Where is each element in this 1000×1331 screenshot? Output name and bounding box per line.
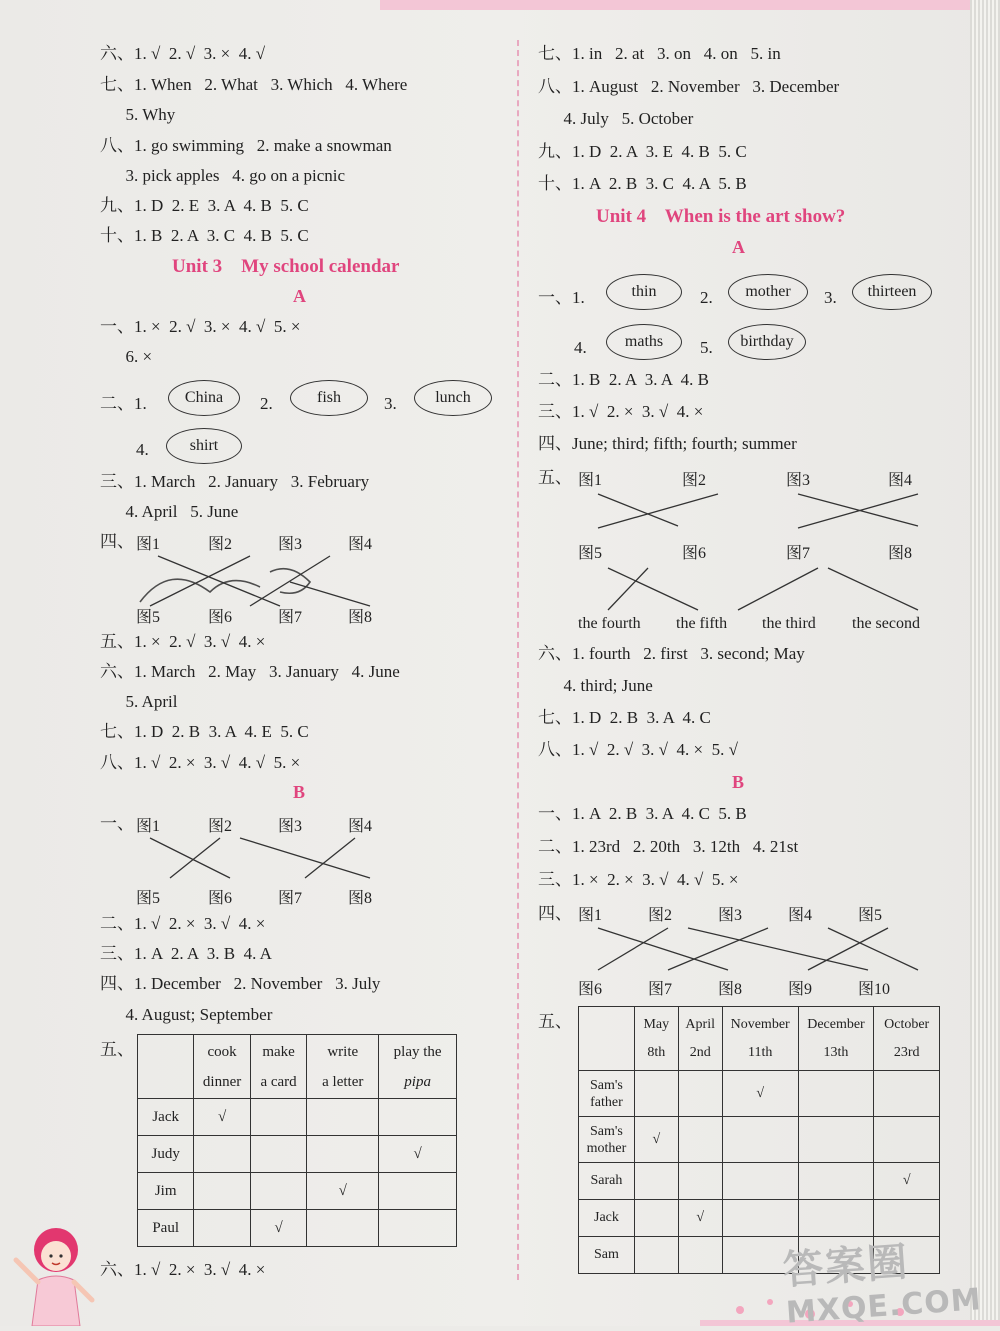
item-number: 2.	[260, 394, 273, 413]
figure-label: 图8	[888, 545, 913, 562]
table-cell	[678, 1237, 722, 1274]
table-row	[579, 1071, 940, 1117]
ordinal-label: the second	[852, 615, 920, 632]
figure-label: 图2	[208, 818, 233, 835]
answer-line: 一、1. A 2. B 3. A 4. C 5. B	[538, 804, 747, 823]
figure-label: 图4	[788, 907, 813, 924]
table-header: November 11th	[722, 1007, 798, 1071]
answer-line: 七、1. in 2. at 3. on 4. on 5. in	[538, 44, 781, 63]
figure-label: 图7	[786, 545, 811, 562]
table-header: May 8th	[634, 1007, 678, 1071]
table-cell	[678, 1071, 722, 1117]
answer-line: 一、	[100, 814, 134, 833]
table-header: December 13th	[798, 1007, 874, 1071]
table-cell	[798, 1117, 874, 1163]
answer-line: 6. ×	[100, 347, 153, 366]
answer-line: 3. pick apples 4. go on a picnic	[100, 166, 346, 185]
figure-label: 图4	[348, 818, 373, 835]
row-name: Judy	[138, 1136, 194, 1173]
ordinal-label: the fourth	[578, 615, 641, 632]
matching-lines	[588, 924, 928, 976]
figure-label: 图4	[348, 536, 373, 553]
figure-label: 图5	[578, 545, 603, 562]
answer-line: 5. April	[100, 692, 178, 711]
row-name: Sam	[579, 1237, 635, 1274]
answer-line: 七、1. D 2. B 3. A 4. E 5. C	[100, 722, 309, 741]
figure-label: 图8	[348, 890, 373, 907]
answer-line: 十、1. B 2. A 3. C 4. B 5. C	[100, 226, 309, 245]
figure-label: 图7	[278, 890, 303, 907]
answer-line: 二、1. B 2. A 3. A 4. B	[538, 370, 709, 389]
column-divider	[517, 40, 519, 1280]
table-header: April 2nd	[678, 1007, 722, 1071]
item-number: 2.	[700, 288, 713, 307]
table-cell	[634, 1163, 678, 1200]
table-cell	[379, 1173, 457, 1210]
row-name: Jim	[138, 1173, 194, 1210]
item-number: 3.	[384, 394, 397, 413]
answer-line: 一、1.	[538, 288, 585, 307]
matching-lines	[588, 490, 928, 542]
table-cell	[634, 1071, 678, 1117]
circled-word: thirteen	[852, 274, 932, 310]
table-cell	[634, 1237, 678, 1274]
section-a-label: A	[732, 237, 745, 257]
site-watermark: 答案圈 MXQE.COM	[781, 1239, 983, 1331]
table-cell	[194, 1210, 251, 1247]
table-cell	[379, 1099, 457, 1136]
figure-label: 图5	[136, 890, 161, 907]
table-corner	[579, 1007, 635, 1071]
section-b-label: B	[732, 772, 745, 792]
table-cell	[307, 1136, 379, 1173]
table-cell	[307, 1099, 379, 1136]
table-row	[138, 1173, 457, 1210]
figure-label: 图1	[578, 472, 603, 489]
answer-line: 二、1.	[100, 394, 147, 413]
figure-label: 图4	[888, 472, 913, 489]
table-cell: √	[379, 1136, 457, 1173]
table-cell: √	[634, 1117, 678, 1163]
figure-label: 图6	[578, 981, 603, 998]
row-name: Paul	[138, 1210, 194, 1247]
table-row	[138, 1210, 457, 1247]
answer-line: 4. third; June	[538, 676, 653, 695]
table-row	[579, 1163, 940, 1200]
figure-label: 图8	[718, 981, 743, 998]
answer-line: 五、	[100, 1040, 134, 1059]
answer-line: 四、	[538, 904, 572, 923]
figure-label: 图3	[278, 818, 303, 835]
answer-line: 5. Why	[100, 105, 176, 124]
page-edge	[970, 0, 1000, 1326]
figure-label: 图5	[136, 609, 161, 626]
answer-line: 二、1. √ 2. × 3. √ 4. ×	[100, 914, 266, 933]
matching-lines	[130, 834, 400, 882]
table-cell	[678, 1117, 722, 1163]
answer-line: 六、1. √ 2. √ 3. × 4. √	[100, 44, 266, 63]
circled-word: shirt	[166, 428, 242, 464]
table-cell	[798, 1071, 874, 1117]
figure-label: 图10	[858, 981, 891, 998]
answer-line: 七、1. When 2. What 3. Which 4. Where	[100, 75, 408, 94]
table-cell: √	[250, 1210, 306, 1247]
answer-line: 四、1. December 2. November 3. July	[100, 974, 381, 993]
table-cell	[194, 1136, 251, 1173]
figure-label: 图1	[136, 818, 161, 835]
figure-label: 图3	[718, 907, 743, 924]
table-cell	[250, 1173, 306, 1210]
answer-line: 一、1. × 2. √ 3. × 4. √ 5. ×	[100, 317, 301, 336]
answer-line: 三、1. × 2. × 3. √ 4. √ 5. ×	[538, 870, 739, 889]
answer-line: 八、1. August 2. November 3. December	[538, 77, 840, 96]
answer-line: 二、1. 23rd 2. 20th 3. 12th 4. 21st	[538, 837, 799, 856]
table-cell	[874, 1117, 940, 1163]
section-a-label: A	[293, 286, 306, 306]
unit3-title: Unit 3 My school calendar	[172, 256, 400, 277]
table-header: play the pipa	[379, 1035, 457, 1099]
table-cell	[722, 1163, 798, 1200]
table-cell: √	[722, 1071, 798, 1117]
circled-word: lunch	[414, 380, 492, 416]
figure-label: 图8	[348, 609, 373, 626]
table-row	[138, 1136, 457, 1173]
table-header: write a letter	[307, 1035, 379, 1099]
circled-word: maths	[606, 324, 682, 360]
table-row	[138, 1099, 457, 1136]
ordinal-label: the fifth	[676, 615, 728, 632]
girl-illustration-icon	[8, 1220, 98, 1326]
table-row	[579, 1117, 940, 1163]
matching-lines	[588, 564, 928, 616]
table-cell	[678, 1163, 722, 1200]
figure-label: 图2	[648, 907, 673, 924]
figure-label: 图2	[208, 536, 233, 553]
table-cell	[798, 1163, 874, 1200]
answer-line: 六、1. √ 2. × 3. √ 4. ×	[100, 1260, 266, 1279]
row-name: Jack	[138, 1099, 194, 1136]
figure-label: 图3	[278, 536, 303, 553]
table-header: cook dinner	[194, 1035, 251, 1099]
answer-line: 五、	[538, 1012, 572, 1031]
table-header: make a card	[250, 1035, 306, 1099]
circled-word: thin	[606, 274, 682, 310]
answer-line: 六、1. March 2. May 3. January 4. June	[100, 662, 400, 681]
table-cell	[194, 1173, 251, 1210]
row-name: Sam's mother	[579, 1117, 635, 1163]
row-name: Jack	[579, 1200, 635, 1237]
item-number: 3.	[824, 288, 837, 307]
figure-label: 图7	[278, 609, 303, 626]
answer-line: 三、1. A 2. A 3. B 4. A	[100, 944, 272, 963]
answer-line: 五、	[538, 468, 572, 487]
answer-line: 四、June; third; fifth; fourth; summer	[538, 434, 797, 453]
circled-word: mother	[728, 274, 808, 310]
activity-table	[137, 1034, 457, 1247]
table-cell: √	[194, 1099, 251, 1136]
answer-line: 九、1. D 2. A 3. E 4. B 5. C	[538, 142, 747, 161]
figure-label: 图1	[578, 907, 603, 924]
row-name: Sarah	[579, 1163, 635, 1200]
circled-word: fish	[290, 380, 368, 416]
table-cell	[250, 1099, 306, 1136]
circled-word: China	[168, 380, 240, 416]
table-cell	[722, 1200, 798, 1237]
table-cell	[307, 1210, 379, 1247]
answer-line: 4. April 5. June	[100, 502, 239, 521]
ordinal-label: the third	[762, 615, 816, 632]
answer-line: 八、1. go swimming 2. make a snowman	[100, 136, 392, 155]
answer-line: 三、1. √ 2. × 3. √ 4. ×	[538, 402, 704, 421]
figure-label: 图3	[786, 472, 811, 489]
table-cell	[634, 1200, 678, 1237]
answer-line: 七、1. D 2. B 3. A 4. C	[538, 708, 711, 727]
item-number: 5.	[700, 338, 713, 357]
table-cell	[874, 1071, 940, 1117]
table-cell	[722, 1117, 798, 1163]
section-b-label: B	[293, 782, 306, 802]
table-cell: √	[678, 1200, 722, 1237]
figure-label: 图6	[208, 890, 233, 907]
answer-line: 三、1. March 2. January 3. February	[100, 472, 370, 491]
answer-line: 八、1. √ 2. √ 3. √ 4. × 5. √	[538, 740, 738, 759]
circled-word: birthday	[728, 324, 806, 360]
answer-line: 八、1. √ 2. × 3. √ 4. √ 5. ×	[100, 753, 301, 772]
table-cell: √	[307, 1173, 379, 1210]
answer-line: 九、1. D 2. E 3. A 4. B 5. C	[100, 196, 309, 215]
figure-label: 图5	[858, 907, 883, 924]
table-cell: √	[874, 1163, 940, 1200]
figure-label: 图6	[682, 545, 707, 562]
table-cell	[250, 1136, 306, 1173]
answer-line: 五、1. × 2. √ 3. √ 4. ×	[100, 632, 266, 651]
figure-label: 图2	[682, 472, 707, 489]
matching-lines	[130, 552, 400, 610]
answer-line: 4. August; September	[100, 1005, 273, 1024]
row-name: Sam's father	[579, 1071, 635, 1117]
table-header: October 23rd	[874, 1007, 940, 1071]
figure-label: 图1	[136, 536, 161, 553]
item-number: 4.	[574, 338, 587, 357]
unit4-title: Unit 4 When is the art show?	[596, 206, 846, 227]
table-corner	[138, 1035, 194, 1099]
table-cell	[379, 1210, 457, 1247]
figure-label: 图9	[788, 981, 813, 998]
top-pink-band	[380, 0, 1000, 10]
answer-line: 十、1. A 2. B 3. C 4. A 5. B	[538, 174, 747, 193]
answer-line: 4. July 5. October	[538, 109, 694, 128]
answer-line: 四、	[100, 532, 134, 551]
item-number: 4.	[136, 440, 149, 459]
table-cell	[798, 1200, 874, 1237]
figure-label: 图6	[208, 609, 233, 626]
answer-line: 六、1. fourth 2. first 3. second; May	[538, 644, 805, 663]
figure-label: 图7	[648, 981, 673, 998]
